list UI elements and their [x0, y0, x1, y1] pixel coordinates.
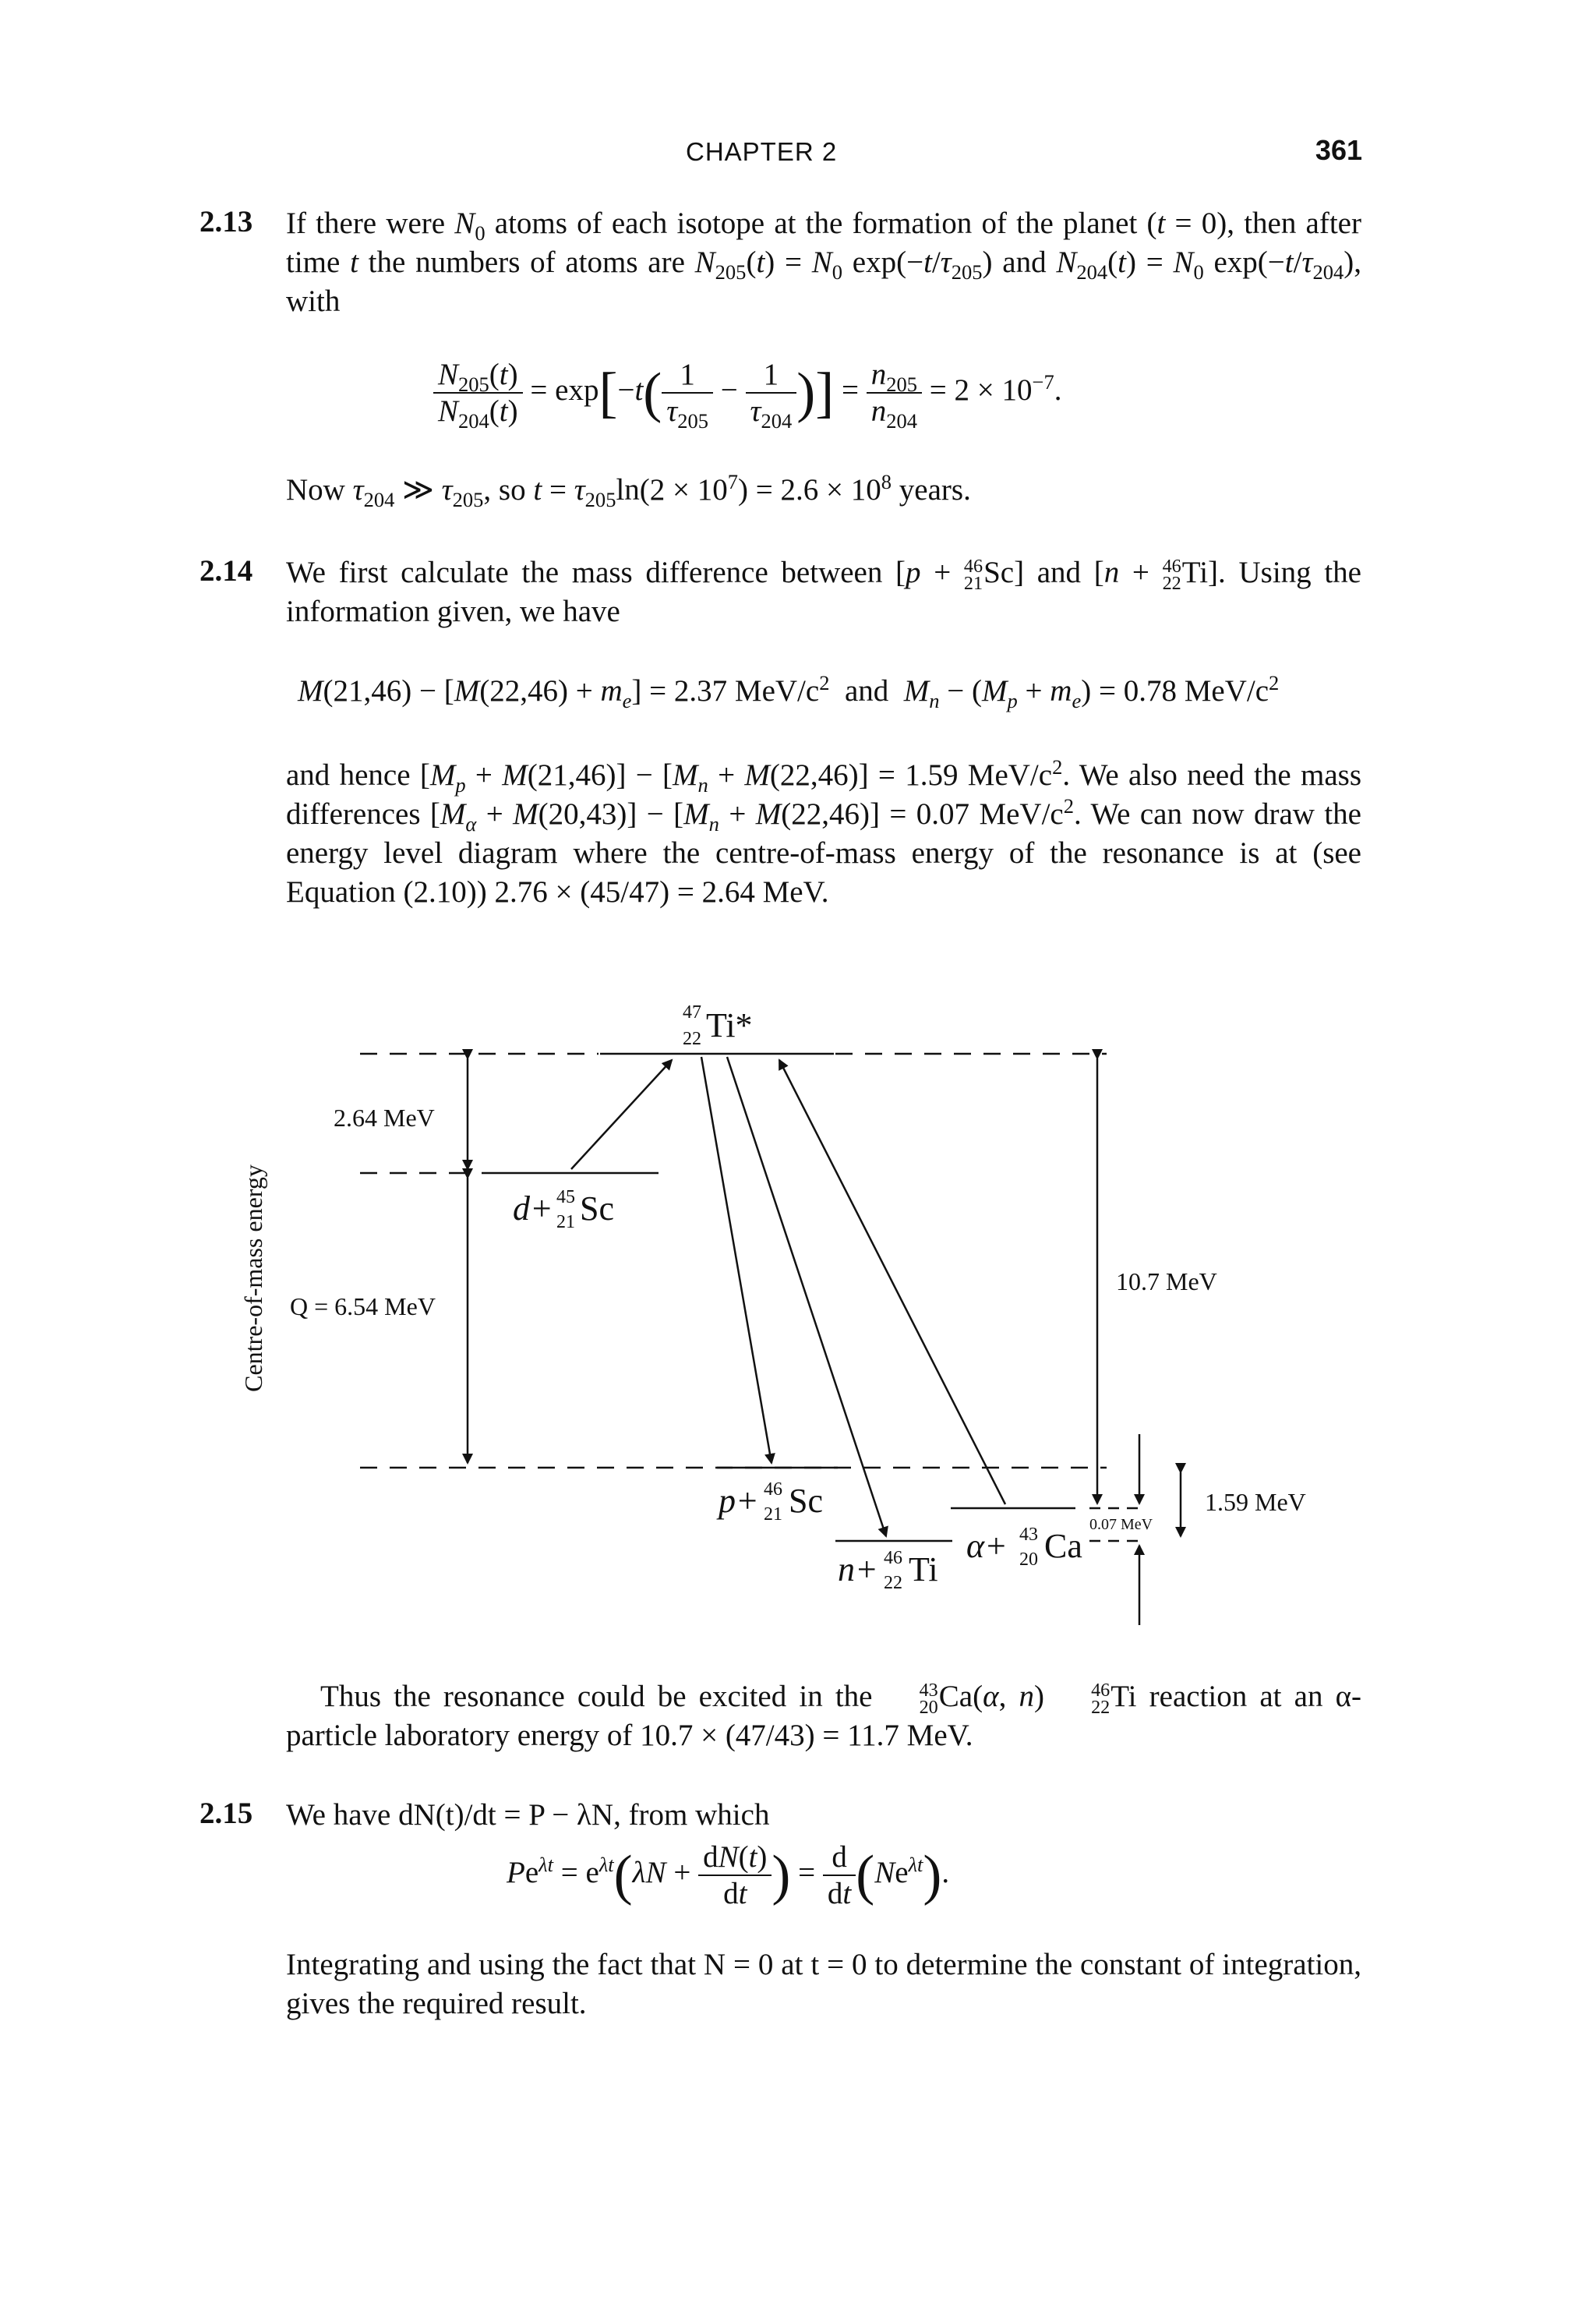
paragraph-after-diagram: Thus the resonance could be excited in the 43 20 Ca(α, n) 46 22 Ti reaction at an α-particle laboratory energy of 10.7 × (47/43) = 11.7 MeV.: [286, 1680, 1361, 1752]
section-number-2-15: 2.15: [200, 1797, 253, 1830]
equation-2-15: $Pe^{\lambda t} = e^{\lambda t}(\lambda N$ + $\frac{dN(t)}{dt}$ ) = $\frac{d}{dt}$ $(Ne^{\lambda t})$.: [507, 1840, 950, 1910]
page-number: 361: [1315, 134, 1362, 166]
right-small-label: 1.59 MeV: [1205, 1488, 1306, 1516]
paragraph-2-14-b: and hence $[M_p + M(21,46)] - [M_n + M(22,46)] = 1.59$ MeV/$c^2$. We also need the mass differences $[M_\alpha + M(20,43)] - [M_n + M(22,46)] = 0.07$ MeV/$c^2$. We can now draw the energy level diagram where the centre-of-mass energy of the resonance is at (see Equation (2.10)) 2.76 × (45/47) = 2.64 MeV.: [286, 755, 1361, 909]
dsc-prefix: d+: [513, 1189, 553, 1228]
aca-el: Ca: [1044, 1527, 1082, 1565]
aca-mass: 43: [1019, 1525, 1038, 1545]
arrow-dsc-to-ti: [571, 1060, 672, 1169]
right-label: 10.7 MeV: [1116, 1267, 1217, 1295]
equation-mass-diff: $M(21,46) - [M(22,46) + m_e] = 2.37$ MeV/$c^2$ and $M_n - (M_p + m_e) = 0.78$ MeV/$c^2$: [298, 671, 1280, 712]
small-label: 0.07 MeV: [1089, 1516, 1153, 1533]
section-number-2-14: 2.14: [200, 554, 253, 588]
equation-ratio: $\frac{N_{205}(t)}{N_{204}(t)}$ = exp[−t( $\frac{1}{\tau_{205}}$ − $\frac{1}{\tau_{204}}$ )] = $\frac{n_{205}}{n_{204}}$ = $2 \times 10^{-7}$.: [433, 357, 1061, 429]
paragraph-2-13-now: Now $\tau_{204}$ ≫ $\tau_{205}$, so $t = \tau_{205}\ln(2 \times 10^7) = 2.6 \times 10^8$ years.: [286, 470, 971, 511]
dsc-mass: 45: [556, 1187, 575, 1207]
paragraph-2-15-b: Integrating and using the fact that N = 0 at t = 0 to determine the constant of integration, gives the required result.: [286, 1948, 1361, 2020]
paragraph-2-13: If there were $N_0$ atoms of each isotope at the formation of the planet (t = 0), then after time t the numbers of atoms are $N_{205}(t) = N_0$ $\exp(-t/\tau_{205})$ and $N_{204}(t) = N_0$ $\exp(-t/\tau_{204})$, with: [286, 207, 1361, 318]
arrow-ti-to-psc: [701, 1057, 772, 1463]
nti-prefix: n+: [838, 1550, 878, 1588]
section-number-2-13: 2.13: [200, 205, 253, 239]
top-z: 22: [683, 1029, 701, 1049]
nti-mass: 46: [884, 1548, 902, 1568]
psc-prefix: p+: [719, 1482, 759, 1520]
running-header: CHAPTER 2: [686, 137, 838, 166]
gap-label: 2.64 MeV: [334, 1104, 435, 1132]
arrow-ti-to-nti: [727, 1057, 886, 1536]
psc-mass: 46: [764, 1479, 782, 1500]
nti-el: Ti: [909, 1550, 938, 1588]
psc-z: 21: [764, 1504, 782, 1525]
top-level-label: Ti*: [706, 1006, 753, 1044]
dsc-el: Sc: [580, 1189, 614, 1228]
aca-prefix: α+: [966, 1527, 1008, 1565]
nti-z: 22: [884, 1573, 902, 1593]
dsc-z: 21: [556, 1212, 575, 1232]
paragraph-2-14: We first calculate the mass difference between [p + 46 21 Sc] and [n + 46 22 Ti]. Using the information given, we have: [286, 556, 1361, 628]
psc-el: Sc: [789, 1482, 823, 1520]
arrow-aca-to-ti: [779, 1060, 1005, 1504]
y-axis-label: Centre-of-mass energy: [239, 1164, 267, 1392]
q-label: Q = 6.54 MeV: [290, 1292, 436, 1320]
aca-z: 20: [1019, 1549, 1038, 1570]
top-mass: 47: [683, 1002, 701, 1023]
paragraph-2-15: We have dN(t)/dt = P − λN, from which: [286, 1798, 770, 1832]
